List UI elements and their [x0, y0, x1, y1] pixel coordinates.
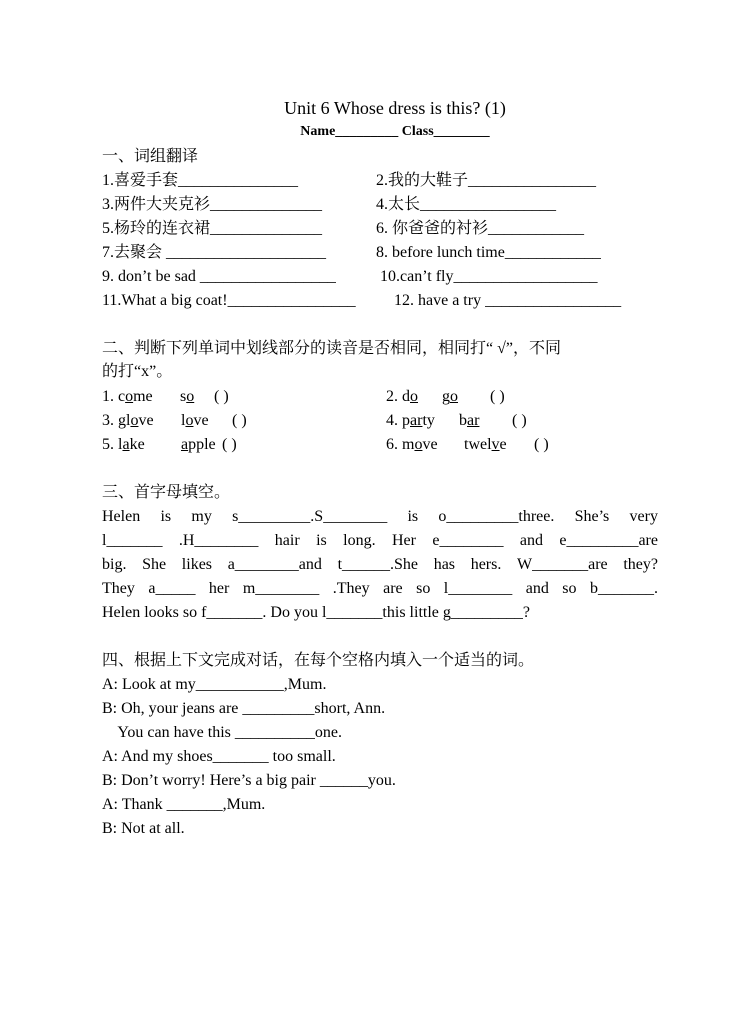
phrase-item: 8. before lunch time____________ — [376, 244, 601, 261]
section4-heading: 四、根据上下文完成对话，在每个空格内填入一个适当的词。 — [102, 652, 535, 669]
pronunciation-word2: apple — [181, 436, 216, 453]
answer-parentheses: ( ) — [534, 436, 549, 453]
pronunciation-item: 1. come — [102, 388, 153, 405]
phrase-item: 11.What a big coat!________________ — [102, 292, 356, 309]
phrase-item: 7.去聚会 ____________________ — [102, 244, 327, 261]
worksheet-title: Unit 6 Whose dress is this? (1) — [284, 98, 506, 118]
pronunciation-word2: twelve — [464, 436, 507, 453]
dialogue-line: A: And my shoes_______ too small. — [102, 748, 336, 765]
pronunciation-word2: love — [181, 412, 209, 429]
pronunciation-item: 3. glove — [102, 412, 154, 429]
phrase-item: 10.can’t fly__________________ — [380, 268, 598, 285]
phrase-item: 4.太长_________________ — [376, 196, 557, 213]
dialogue-line: B: Not at all. — [102, 820, 185, 837]
answer-parentheses: ( ) — [214, 388, 229, 405]
phrase-item: 5.杨玲的连衣裙______________ — [102, 220, 323, 237]
cloze-line: Helen looks so f_______. Do you l_______this little g_________? — [102, 604, 530, 621]
name-class-line: Name_________ Class________ — [300, 124, 490, 139]
phrase-item: 3.两件大夹克衫______________ — [102, 196, 323, 213]
pronunciation-item: 2. do — [386, 388, 418, 405]
dialogue-line: You can have this __________one. — [102, 724, 342, 741]
pronunciation-word2: so — [180, 388, 195, 405]
pronunciation-item: 4. party — [386, 412, 435, 429]
phrase-item: 6. 你爸爸的衬衫____________ — [376, 220, 585, 237]
pronunciation-item: 6. move — [386, 436, 438, 453]
phrase-item: 1.喜爱手套_______________ — [102, 172, 299, 189]
phrase-item: 2.我的大鞋子________________ — [376, 172, 597, 189]
pronunciation-word2: go — [442, 388, 458, 405]
answer-parentheses: ( ) — [232, 412, 247, 429]
section3-heading: 三、首字母填空。 — [102, 484, 231, 501]
section1-heading: 一、词组翻译 — [102, 148, 199, 165]
phrase-item: 12. have a try _________________ — [394, 292, 622, 309]
pronunciation-word2: bar — [459, 412, 480, 429]
pronunciation-item: 5. lake — [102, 436, 145, 453]
answer-parentheses: ( ) — [222, 436, 237, 453]
section2-heading-line2: 的打“x”。 — [102, 363, 173, 380]
section2-heading-line1: 二、判断下列单词中划线部分的读音是否相同，相同打“ √”，不同 — [102, 340, 561, 357]
cloze-line: They a_____ her m________ .They are so l________ and so b_______. — [102, 580, 658, 597]
answer-parentheses: ( ) — [512, 412, 527, 429]
dialogue-line: A: Look at my___________,Mum. — [102, 676, 327, 693]
cloze-line: l_______ .H________ hair is long. Her e________ and e_________are — [102, 532, 658, 549]
phrase-item: 9. don’t be sad _________________ — [102, 268, 336, 285]
dialogue-line: B: Oh, your jeans are _________short, Ann. — [102, 700, 386, 717]
answer-parentheses: ( ) — [490, 388, 505, 405]
dialogue-line: A: Thank _______,Mum. — [102, 796, 266, 813]
dialogue-line: B: Don’t worry! Here’s a big pair ______you. — [102, 772, 396, 789]
cloze-line: Helen is my s_________.S________ is o_________three. She’s very — [102, 508, 658, 525]
cloze-line: big. She likes a________and t______.She has hers. W_______are they? — [102, 556, 658, 573]
